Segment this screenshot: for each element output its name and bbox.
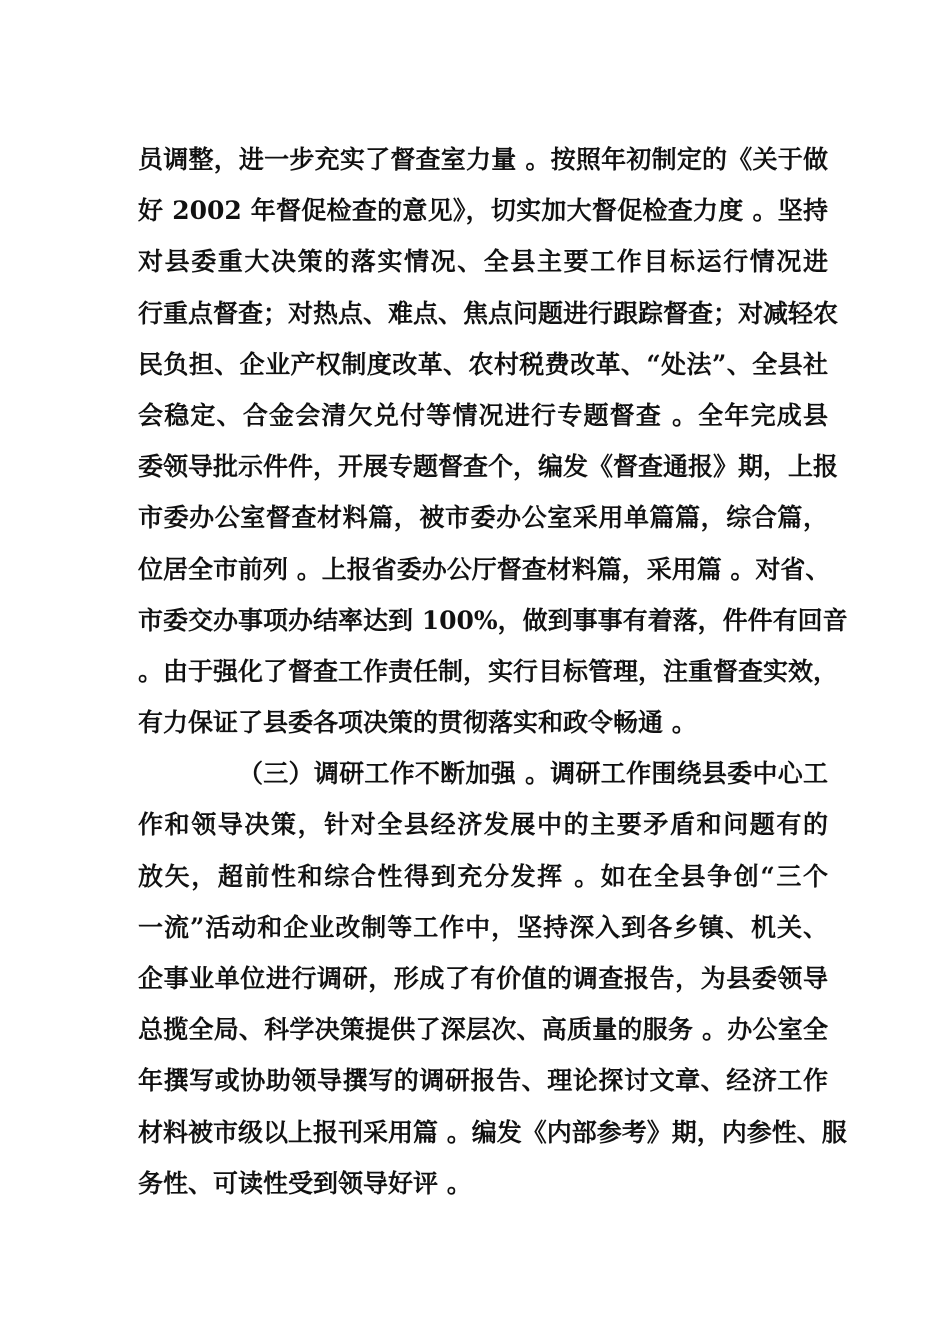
text-line: 一流”活动和企业改制等工作中，坚持深入到各乡镇、机关、 <box>138 912 828 942</box>
document-body <box>138 134 848 1209</box>
text-line: 市委交办事项办结率达到 100%，做到事事有着落，件件有回音 <box>138 605 848 635</box>
text-line: 民负担、企业产权制度改革、农村税费改革、“处法”、全县社 <box>138 349 828 379</box>
text-line: 材料被市级以上报刊采用篇 。编发《内部参考》期，内参性、服 <box>138 1117 847 1147</box>
text-line: 好 2002 年督促检查的意见》，切实加大督促检查力度 。坚持 <box>138 196 828 226</box>
text-line: 务性、可读性受到领导好评 。 <box>138 1168 472 1198</box>
text-line: 作和领导决策，针对全县经济发展中的主要矛盾和问题有的 <box>138 810 828 840</box>
text-line: 年撰写或协助领导撰写的调研报告、理论探讨文章、经济工作 <box>138 1066 828 1096</box>
text-line: 市委办公室督查材料篇，被市委办公室采用单篇篇，综合篇， <box>138 503 828 533</box>
text-line: 放矢，超前性和综合性得到充分发挥 。如在全县争创“三个 <box>138 861 828 891</box>
text-line: 位居全市前列 。上报省委办公厅督查材料篇，采用篇 。对省、 <box>138 554 831 584</box>
text-line: 对县委重大决策的落实情况、全县主要工作目标运行情况进 <box>138 247 828 277</box>
text-line: 员调整，进一步充实了督查室力量 。按照年初制定的《关于做 <box>138 145 828 174</box>
paragraph-heading-line: （三）调研工作不断加强 。调研工作围绕县委中心工 <box>238 759 828 789</box>
text-line: 总揽全局、科学决策提供了深层次、高质量的服务 。办公室全 <box>138 1015 828 1045</box>
text-line: 会稳定、合金会清欠兑付等情况进行专题督查 。全年完成县 <box>138 400 828 430</box>
text-line: 企事业单位进行调研，形成了有价值的调查报告，为县委领导 <box>138 964 828 993</box>
text-line: 行重点督查；对热点、难点、焦点问题进行跟踪督查；对减轻农 <box>138 298 839 328</box>
text-line: 委领导批示件件，开展专题督查个，编发《督查通报》期，上报 <box>138 452 839 482</box>
text-line: 。由于强化了督查工作责任制，实行目标管理，注重督查实效， <box>138 656 839 686</box>
text-line: 有力保证了县委各项决策的贯彻落实和政令畅通 。 <box>138 708 697 738</box>
